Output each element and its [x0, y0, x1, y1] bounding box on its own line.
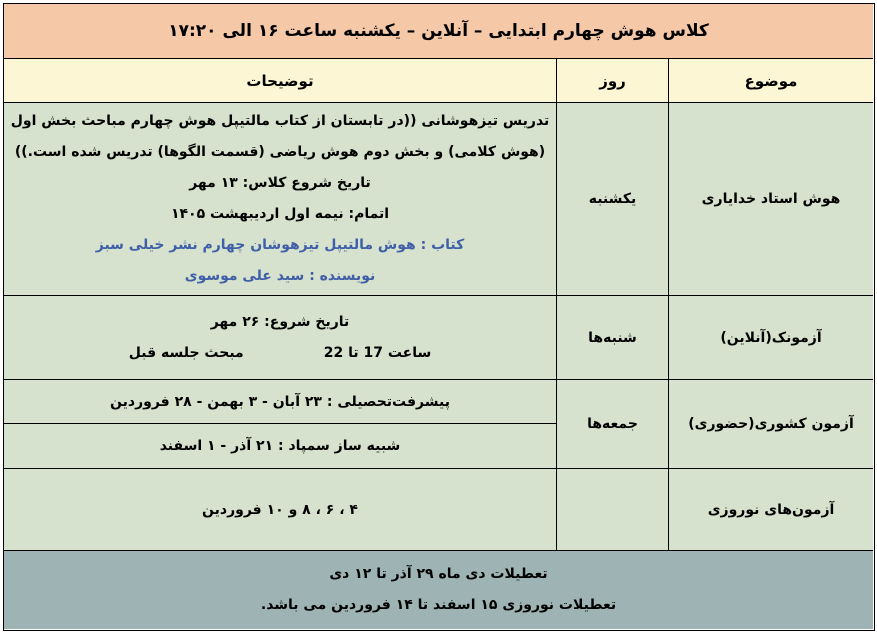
row4-dates: ۴ ، ۶ ، ۸ و ۱۰ فروردین [4, 469, 557, 551]
row3-line2: شبیه ساز سمپاد : ۲۱ آذر - ۱ اسفند [4, 424, 557, 469]
row1-line: تاریخ شروع کلاس: ۱۳ مهر [189, 175, 371, 191]
row1-line: تدریس تیزهوشانی ((در تابستان از کتاب مالتیپل هوش چهارم مباحث بخش اول [10, 113, 550, 129]
row4-day [557, 469, 669, 551]
holiday-line-1: تعطیلات دی ماه ۲۹ آذر تا ۱۲ دی [329, 566, 548, 582]
row2-time: ساعت 17 تا 22 [323, 344, 432, 361]
row2-topic: آزمونک(آنلاین) [669, 296, 873, 380]
row3-day: جمعه‌ها [557, 380, 669, 469]
row3-line1: پیشرفت‌تحصیلی : ۲۳ آبان - ۳ بهمن - ۲۸ فروردین [4, 380, 557, 424]
row2-day: شنبه‌ها [557, 296, 669, 380]
row2-scope: مبحث جلسه قبل [128, 344, 244, 361]
table-title: کلاس هوش چهارم ابتدایی – آنلاین – یکشنبه ساعت ۱۶ الی ۱۷:۲۰ [4, 4, 873, 59]
row1-topic: هوش استاد خدایاری [669, 103, 873, 296]
schedule-table [3, 3, 875, 631]
header-description: توضیحات [4, 59, 557, 103]
row1-line: اتمام: نیمه اول اردیبهشت ۱۴۰۵ [170, 206, 390, 222]
row4-topic: آزمون‌های نوروزی [669, 469, 873, 551]
row1-author: نویسنده : سید علی موسوی [184, 268, 376, 284]
row1-book: کتاب : هوش مالتیپل تیزهوشان چهارم نشر خیلی سبز [95, 237, 465, 253]
header-day: روز [557, 59, 669, 103]
row1-description [4, 103, 557, 296]
holiday-line-2: تعطیلات نوروزی ۱۵ اسفند تا ۱۴ فروردین می باشد. [260, 597, 617, 613]
row2-description [4, 296, 557, 380]
header-topic: موضوع [669, 59, 873, 103]
row1-line: (هوش کلامی) و بخش دوم هوش ریاضی (قسمت الگوها) تدریس شده است.)) [14, 144, 546, 160]
row3-topic: آزمون کشوری(حضوری) [669, 380, 873, 469]
holiday-notes [4, 551, 873, 629]
row1-day: یکشنبه [557, 103, 669, 296]
row2-start: تاریخ شروع: ۲۶ مهر [210, 313, 350, 330]
